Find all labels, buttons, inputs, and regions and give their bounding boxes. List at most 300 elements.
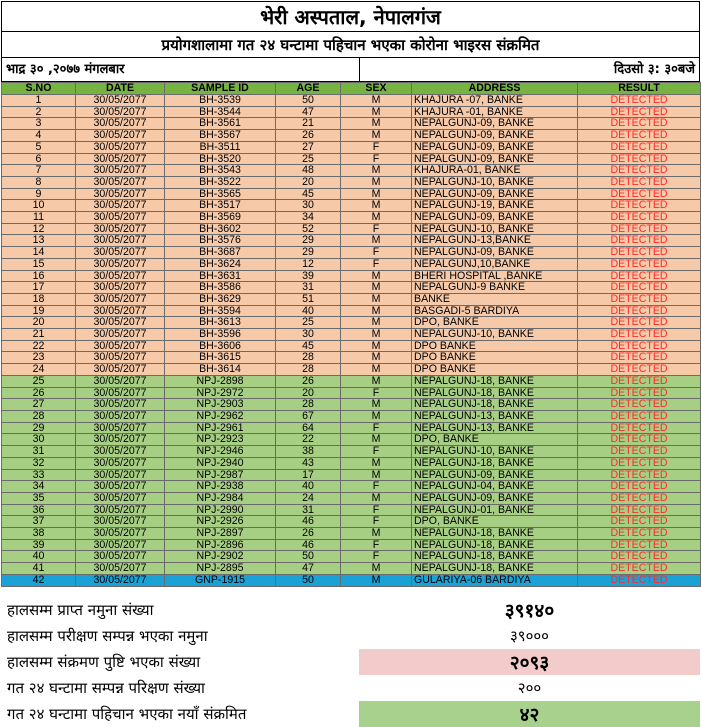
- cell-sample-id: BH-3631: [165, 270, 276, 282]
- cell-sno: 12: [2, 223, 76, 235]
- cell-date: 30/05/2077: [76, 118, 165, 130]
- cell-result: DETECTED: [578, 270, 701, 282]
- cell-sno: 23: [2, 352, 76, 364]
- cell-sex: M: [341, 528, 412, 540]
- cell-sample-id: BH-3576: [165, 235, 276, 247]
- cell-address: DPO BANKE: [412, 340, 578, 352]
- cell-sex: M: [341, 352, 412, 364]
- cell-age: 48: [276, 165, 341, 177]
- cell-date: 30/05/2077: [76, 329, 165, 341]
- cell-age: 46: [276, 516, 341, 528]
- cell-result: DETECTED: [578, 481, 701, 493]
- cell-address: NEPALGUNJ-10, BANKE: [412, 329, 578, 341]
- cell-sample-id: BH-3602: [165, 223, 276, 235]
- cell-age: 28: [276, 364, 341, 376]
- cell-result: DETECTED: [578, 141, 701, 153]
- cell-address: NEPALGUNJ-09, BANKE: [412, 469, 578, 481]
- cell-age: 47: [276, 563, 341, 575]
- cell-sex: F: [341, 551, 412, 563]
- cell-sex: M: [341, 375, 412, 387]
- cell-sex: F: [341, 153, 412, 165]
- cell-sex: M: [341, 317, 412, 329]
- cell-result: DETECTED: [578, 574, 701, 586]
- cell-sno: 11: [2, 212, 76, 224]
- cell-result: DETECTED: [578, 387, 701, 399]
- cell-sample-id: NPJ-2895: [165, 563, 276, 575]
- summary-label: गत २४ घन्टामा पहिचान भएका नयाँ संक्रमित: [7, 704, 247, 723]
- cell-result: DETECTED: [578, 528, 701, 540]
- cell-result: DETECTED: [578, 176, 701, 188]
- cell-sex: M: [341, 469, 412, 481]
- cell-address: DPO, BANKE: [412, 516, 578, 528]
- cell-age: 28: [276, 352, 341, 364]
- cell-sample-id: BH-3613: [165, 317, 276, 329]
- col-header-sno: S.NO: [2, 83, 76, 95]
- table-row: [2, 176, 701, 188]
- cell-address: NEPALGUNJ-9 BANKE: [412, 282, 578, 294]
- cell-sample-id: BH-3629: [165, 293, 276, 305]
- cell-address: BHERI HOSPITAL ,BANKE: [412, 270, 578, 282]
- summary-row: [1, 675, 700, 701]
- cell-result: DETECTED: [578, 282, 701, 294]
- cell-age: 25: [276, 317, 341, 329]
- cell-sno: 20: [2, 317, 76, 329]
- cell-age: 39: [276, 270, 341, 282]
- cell-result: DETECTED: [578, 293, 701, 305]
- cell-result: DETECTED: [578, 340, 701, 352]
- cell-date: 30/05/2077: [76, 387, 165, 399]
- cell-sex: M: [341, 188, 412, 200]
- cell-sno: 32: [2, 457, 76, 469]
- cell-address: BANKE: [412, 293, 578, 305]
- cell-sample-id: BH-3522: [165, 176, 276, 188]
- cell-sno: 29: [2, 422, 76, 434]
- hospital-title: भेरी अस्पताल, नेपालगंज: [1, 1, 700, 31]
- cell-sample-id: BH-3594: [165, 305, 276, 317]
- cell-result: DETECTED: [578, 329, 701, 341]
- cell-sex: F: [341, 258, 412, 270]
- cell-sample-id: NPJ-2962: [165, 410, 276, 422]
- summary-table: [1, 597, 700, 727]
- report-sheet: [1, 1, 700, 724]
- cell-result: DETECTED: [578, 539, 701, 551]
- cell-sample-id: BH-3586: [165, 282, 276, 294]
- cell-sno: 2: [2, 106, 76, 118]
- cell-address: NEPALGUNJ,10,BANKE: [412, 258, 578, 270]
- cell-sno: 10: [2, 200, 76, 212]
- cell-date: 30/05/2077: [76, 364, 165, 376]
- table-row: [2, 317, 701, 329]
- table-row: [2, 258, 701, 270]
- cell-date: 30/05/2077: [76, 563, 165, 575]
- cell-result: DETECTED: [578, 434, 701, 446]
- table-row: [2, 165, 701, 177]
- report-time: दिउसो ३: ३०बजे: [613, 62, 695, 77]
- cell-address: DPO, BANKE: [412, 317, 578, 329]
- cell-age: 45: [276, 188, 341, 200]
- cell-sample-id: NPJ-2961: [165, 422, 276, 434]
- cell-sample-id: BH-3565: [165, 188, 276, 200]
- cell-sex: M: [341, 563, 412, 575]
- cell-sex: F: [341, 141, 412, 153]
- cell-address: DPO, BANKE: [412, 434, 578, 446]
- cell-sex: M: [341, 399, 412, 411]
- cell-sex: F: [341, 446, 412, 458]
- table-row: [2, 200, 701, 212]
- table-row: [2, 563, 701, 575]
- cell-sex: M: [341, 305, 412, 317]
- cell-result: DETECTED: [578, 223, 701, 235]
- cell-age: 40: [276, 481, 341, 493]
- cell-date: 30/05/2077: [76, 434, 165, 446]
- cell-result: DETECTED: [578, 563, 701, 575]
- cell-address: NEPALGUNJ-18, BANKE: [412, 375, 578, 387]
- table-row: [2, 387, 701, 399]
- cell-result: DETECTED: [578, 106, 701, 118]
- cell-sno: 24: [2, 364, 76, 376]
- cell-age: 30: [276, 329, 341, 341]
- summary-value: ३९१४०: [504, 599, 555, 622]
- cell-sno: 26: [2, 387, 76, 399]
- cell-address: NEPALGUNJ-01, BANKE: [412, 504, 578, 516]
- table-row: [2, 118, 701, 130]
- cell-result: DETECTED: [578, 258, 701, 270]
- cell-address: KHAJURA -07, BANKE: [412, 95, 578, 107]
- table-row: [2, 212, 701, 224]
- cell-sample-id: NPJ-2902: [165, 551, 276, 563]
- cell-date: 30/05/2077: [76, 106, 165, 118]
- cell-address: NEPALGUNJ-18, BANKE: [412, 457, 578, 469]
- cell-sample-id: BH-3687: [165, 247, 276, 259]
- cell-sex: M: [341, 176, 412, 188]
- cell-date: 30/05/2077: [76, 481, 165, 493]
- cell-sex: M: [341, 130, 412, 142]
- cell-sex: F: [341, 387, 412, 399]
- cell-date: 30/05/2077: [76, 235, 165, 247]
- cell-sex: M: [341, 95, 412, 107]
- cell-age: 34: [276, 212, 341, 224]
- cell-result: DETECTED: [578, 504, 701, 516]
- table-row: [2, 457, 701, 469]
- cell-sex: F: [341, 516, 412, 528]
- cell-age: 22: [276, 434, 341, 446]
- cell-result: DETECTED: [578, 305, 701, 317]
- cell-sno: 5: [2, 141, 76, 153]
- cell-sample-id: BH-3614: [165, 364, 276, 376]
- summary-label: हालसम्म परीक्षण सम्पन्न भएका नमुना: [7, 626, 208, 645]
- cell-sno: 21: [2, 329, 76, 341]
- results-table: [1, 82, 701, 587]
- cell-age: 31: [276, 504, 341, 516]
- cell-sno: 7: [2, 165, 76, 177]
- cell-sno: 37: [2, 516, 76, 528]
- cell-result: DETECTED: [578, 95, 701, 107]
- cell-date: 30/05/2077: [76, 282, 165, 294]
- cell-age: 21: [276, 118, 341, 130]
- cell-date: 30/05/2077: [76, 422, 165, 434]
- cell-date: 30/05/2077: [76, 305, 165, 317]
- cell-sno: 13: [2, 235, 76, 247]
- cell-date: 30/05/2077: [76, 551, 165, 563]
- cell-sno: 14: [2, 247, 76, 259]
- cell-sno: 18: [2, 293, 76, 305]
- cell-sex: F: [341, 504, 412, 516]
- cell-age: 50: [276, 551, 341, 563]
- cell-sex: F: [341, 223, 412, 235]
- cell-date: 30/05/2077: [76, 539, 165, 551]
- col-header-date: DATE: [76, 83, 165, 95]
- cell-age: 25: [276, 153, 341, 165]
- cell-age: 50: [276, 574, 341, 586]
- cell-date: 30/05/2077: [76, 95, 165, 107]
- cell-address: NEPALGUNJ-13, BANKE: [412, 410, 578, 422]
- cell-sno: 22: [2, 340, 76, 352]
- cell-date: 30/05/2077: [76, 492, 165, 504]
- cell-address: DPO BANKE: [412, 352, 578, 364]
- table-row: [2, 352, 701, 364]
- cell-sno: 17: [2, 282, 76, 294]
- cell-sno: 31: [2, 446, 76, 458]
- cell-sample-id: NPJ-2946: [165, 446, 276, 458]
- cell-date: 30/05/2077: [76, 293, 165, 305]
- cell-sno: 30: [2, 434, 76, 446]
- table-row: [2, 153, 701, 165]
- cell-sex: M: [341, 282, 412, 294]
- cell-sample-id: BH-3544: [165, 106, 276, 118]
- cell-result: DETECTED: [578, 212, 701, 224]
- cell-result: DETECTED: [578, 516, 701, 528]
- table-row: [2, 141, 701, 153]
- cell-sex: F: [341, 481, 412, 493]
- cell-sno: 41: [2, 563, 76, 575]
- cell-sno: 38: [2, 528, 76, 540]
- summary-value: ३९०००: [509, 626, 549, 645]
- cell-sex: M: [341, 235, 412, 247]
- cell-result: DETECTED: [578, 446, 701, 458]
- cell-address: KHAJURA-01, BANKE: [412, 165, 578, 177]
- table-row: [2, 422, 701, 434]
- cell-sno: 25: [2, 375, 76, 387]
- table-row: [2, 469, 701, 481]
- cell-age: 50: [276, 95, 341, 107]
- cell-result: DETECTED: [578, 399, 701, 411]
- summary-label: हालसम्म प्राप्त नमुना संख्या: [7, 600, 154, 619]
- cell-age: 28: [276, 399, 341, 411]
- table-row: [2, 106, 701, 118]
- cell-sample-id: BH-3543: [165, 165, 276, 177]
- summary-row: [1, 597, 700, 623]
- cell-result: DETECTED: [578, 247, 701, 259]
- cell-sex: M: [341, 434, 412, 446]
- cell-sex: M: [341, 457, 412, 469]
- table-row: [2, 410, 701, 422]
- cell-result: DETECTED: [578, 492, 701, 504]
- cell-sno: 15: [2, 258, 76, 270]
- cell-address: NEPALGUNJ-10, BANKE: [412, 223, 578, 235]
- cell-date: 30/05/2077: [76, 516, 165, 528]
- table-row: [2, 188, 701, 200]
- cell-sample-id: BH-3569: [165, 212, 276, 224]
- summary-value: २०९३: [359, 649, 700, 675]
- cell-date: 30/05/2077: [76, 223, 165, 235]
- summary-body: [1, 597, 700, 727]
- summary-label: हालसम्म संक्रमण पुष्टि भएका संख्या: [7, 652, 201, 671]
- cell-age: 20: [276, 176, 341, 188]
- cell-sample-id: NPJ-2897: [165, 528, 276, 540]
- cell-address: NEPALGUNJ-04, BANKE: [412, 481, 578, 493]
- cell-date: 30/05/2077: [76, 130, 165, 142]
- cell-address: NEPALGUNJ-09, BANKE: [412, 130, 578, 142]
- cell-age: 26: [276, 528, 341, 540]
- cell-sno: 9: [2, 188, 76, 200]
- cell-result: DETECTED: [578, 188, 701, 200]
- table-row: [2, 235, 701, 247]
- cell-sex: F: [341, 422, 412, 434]
- table-row: [2, 504, 701, 516]
- cell-address: NEPALGUNJ-09, BANKE: [412, 492, 578, 504]
- cell-result: DETECTED: [578, 317, 701, 329]
- table-row: [2, 305, 701, 317]
- table-row: [2, 481, 701, 493]
- cell-address: NEPALGUNJ-10, BANKE: [412, 446, 578, 458]
- cell-date: 30/05/2077: [76, 153, 165, 165]
- cell-result: DETECTED: [578, 375, 701, 387]
- cell-sno: 34: [2, 481, 76, 493]
- cell-sample-id: BH-3567: [165, 130, 276, 142]
- date-time-row: [1, 58, 700, 82]
- cell-date: 30/05/2077: [76, 258, 165, 270]
- summary-row: [1, 649, 700, 675]
- cell-sno: 40: [2, 551, 76, 563]
- cell-sex: M: [341, 118, 412, 130]
- summary-label: गत २४ घन्टामा सम्पन्न परिक्षण संख्या: [7, 678, 205, 697]
- cell-sample-id: BH-3596: [165, 329, 276, 341]
- col-header-sample-id: SAMPLE ID: [165, 83, 276, 95]
- table-row: [2, 434, 701, 446]
- cell-sex: M: [341, 329, 412, 341]
- cell-age: 29: [276, 235, 341, 247]
- cell-age: 45: [276, 340, 341, 352]
- cell-sample-id: NPJ-2938: [165, 481, 276, 493]
- cell-age: 51: [276, 293, 341, 305]
- cell-sample-id: BH-3606: [165, 340, 276, 352]
- cell-date: 30/05/2077: [76, 141, 165, 153]
- table-row: [2, 329, 701, 341]
- cell-address: NEPALGUNJ-18, BANKE: [412, 528, 578, 540]
- cell-sex: F: [341, 539, 412, 551]
- cell-sample-id: BH-3615: [165, 352, 276, 364]
- cell-age: 29: [276, 247, 341, 259]
- cell-age: 17: [276, 469, 341, 481]
- table-row: [2, 364, 701, 376]
- cell-sex: M: [341, 165, 412, 177]
- cell-age: 31: [276, 282, 341, 294]
- cell-sample-id: BH-3624: [165, 258, 276, 270]
- cell-date: 30/05/2077: [76, 352, 165, 364]
- cell-sex: M: [341, 410, 412, 422]
- cell-result: DETECTED: [578, 364, 701, 376]
- cell-sample-id: NPJ-2972: [165, 387, 276, 399]
- cell-date: 30/05/2077: [76, 399, 165, 411]
- table-row: [2, 574, 701, 586]
- cell-address: NEPALGUNJ-19, BANKE: [412, 200, 578, 212]
- cell-sno: 4: [2, 130, 76, 142]
- summary-row: [1, 701, 700, 727]
- cell-sample-id: NPJ-2987: [165, 469, 276, 481]
- cell-address: BASGADI-5 BARDIYA: [412, 305, 578, 317]
- cell-result: DETECTED: [578, 551, 701, 563]
- cell-address: KHAJURA -01, BANKE: [412, 106, 578, 118]
- cell-address: NEPALGUNJ-09, BANKE: [412, 141, 578, 153]
- cell-date: 30/05/2077: [76, 247, 165, 259]
- cell-date: 30/05/2077: [76, 574, 165, 586]
- summary-value: २००: [517, 678, 542, 697]
- cell-sample-id: NPJ-2903: [165, 399, 276, 411]
- cell-sno: 39: [2, 539, 76, 551]
- table-row: [2, 247, 701, 259]
- cell-address: NEPALGUNJ-09, BANKE: [412, 118, 578, 130]
- cell-date: 30/05/2077: [76, 200, 165, 212]
- cell-sample-id: BH-3539: [165, 95, 276, 107]
- cell-date: 30/05/2077: [76, 375, 165, 387]
- table-row: [2, 492, 701, 504]
- cell-address: NEPALGUNJ-18, BANKE: [412, 539, 578, 551]
- cell-sample-id: NPJ-2923: [165, 434, 276, 446]
- cell-date: 30/05/2077: [76, 270, 165, 282]
- table-row: [2, 399, 701, 411]
- table-row: [2, 282, 701, 294]
- cell-sno: 27: [2, 399, 76, 411]
- cell-sex: M: [341, 270, 412, 282]
- cell-age: 20: [276, 387, 341, 399]
- cell-address: NEPALGUNJ-09, BANKE: [412, 247, 578, 259]
- summary-value: ४२: [359, 701, 700, 727]
- cell-result: DETECTED: [578, 118, 701, 130]
- cell-sample-id: NPJ-2990: [165, 504, 276, 516]
- table-row: [2, 375, 701, 387]
- cell-age: 46: [276, 539, 341, 551]
- table-row: [2, 223, 701, 235]
- table-row: [2, 293, 701, 305]
- col-header-sex: SEX: [341, 83, 412, 95]
- table-row: [2, 516, 701, 528]
- cell-address: NEPALGUNJ-13, BANKE: [412, 422, 578, 434]
- cell-date: 30/05/2077: [76, 446, 165, 458]
- cell-age: 40: [276, 305, 341, 317]
- cell-age: 64: [276, 422, 341, 434]
- cell-address: NEPALGUNJ-18, BANKE: [412, 551, 578, 563]
- cell-sample-id: NPJ-2984: [165, 492, 276, 504]
- cell-age: 24: [276, 492, 341, 504]
- table-body: [2, 95, 701, 587]
- cell-sex: M: [341, 492, 412, 504]
- report-date: भाद्र ३० ,२०७७ मंगलबार: [2, 58, 360, 81]
- cell-sample-id: NPJ-2896: [165, 539, 276, 551]
- cell-sample-id: BH-3511: [165, 141, 276, 153]
- cell-sno: 35: [2, 492, 76, 504]
- col-header-age: AGE: [276, 83, 341, 95]
- cell-date: 30/05/2077: [76, 469, 165, 481]
- cell-age: 26: [276, 130, 341, 142]
- cell-address: NEPALGUNJ-13,BANKE: [412, 235, 578, 247]
- cell-age: 12: [276, 258, 341, 270]
- table-header-row: [2, 83, 701, 95]
- cell-sex: M: [341, 574, 412, 586]
- cell-sex: M: [341, 364, 412, 376]
- cell-result: DETECTED: [578, 235, 701, 247]
- table-row: [2, 528, 701, 540]
- table-row: [2, 270, 701, 282]
